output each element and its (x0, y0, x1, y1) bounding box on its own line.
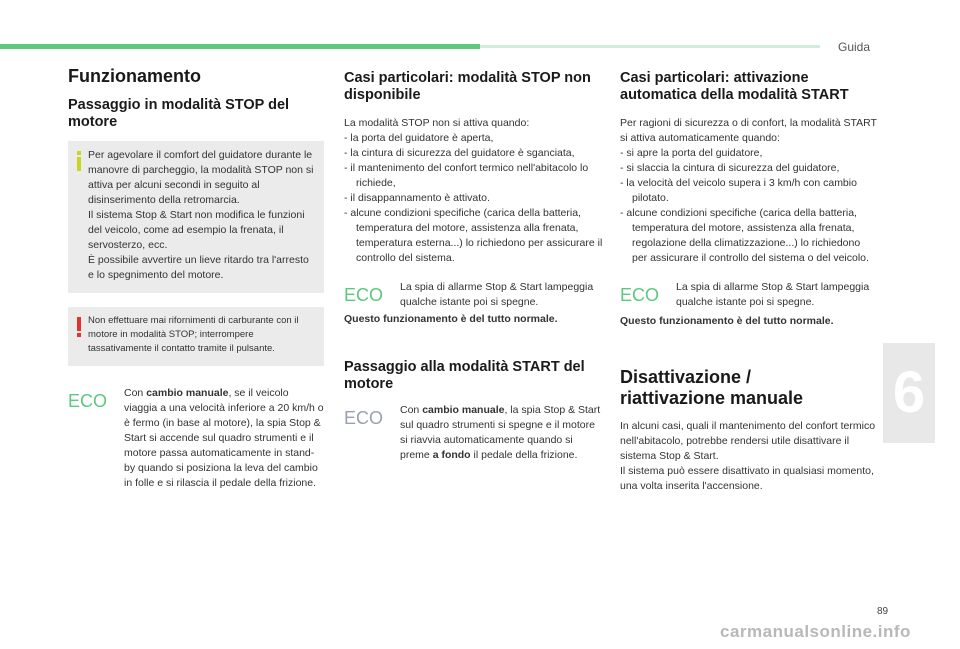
eco-green-icon (344, 286, 392, 309)
eco-text-4: La spia di allarme Stop & Start lampeggia qualche istante poi si spegne. (676, 281, 870, 308)
title-stop-unavailable: Casi particolari: modalità STOP non disponibile (344, 70, 591, 103)
eco-green-icon (620, 286, 668, 309)
section-label: Guida (838, 40, 871, 54)
svg-text:ECO: ECO (68, 392, 108, 410)
list-item: - si apre la porta del guidatore, (620, 147, 763, 159)
list-item: - la porta del guidatore è aperta, (344, 132, 494, 144)
list-item: - il mantenimento del confort termico nell'abitacolo lo richiede, (344, 162, 589, 189)
eco-text-3: Con cambio manuale, la spia Stop & Start sul quadro strumenti si spegne e il motore si riavvia automaticamente quando si preme a fondo il pedale della frizione. (400, 404, 601, 461)
manual-para-1: In alcuni casi, quali il mantenimento del confort termico nell'abitacolo, potrebbe rendersi utile disattivare il sistema Stop & Start. (620, 420, 876, 462)
list-item: - la cintura di sicurezza del guidatore è sganciata, (344, 147, 575, 159)
info-text-1: Per agevolare il comfort del guidatore durante le manovre di parcheggio, la modalità STOP non si attiva per alcuni secondi in seguito al disinserimento della retromarcia. (88, 149, 314, 206)
column-2 (344, 70, 604, 463)
page-title: Funzionamento (68, 66, 201, 86)
watermark: carmanualsonline.info (720, 622, 911, 641)
info-icon (76, 151, 82, 176)
eco-green-icon (68, 392, 116, 415)
header-accent-bar-light (480, 45, 820, 48)
eco-block-2 (344, 280, 604, 310)
normal-note-2: Questo funzionamento è del tutto normale. (620, 315, 834, 327)
eco-text-1: Con cambio manuale, se il veicolo viaggia a una velocità inferiore a 20 km/h o è fermo (in base al motore), la spia Stop & Start si accende sul quadro strumenti e il motore passa automaticamente in stand-by quando si posiziona la leva del cambio in folle e si rilascia il pedale della frizione. (124, 387, 324, 489)
column-3 (620, 70, 878, 494)
eco-block-4 (620, 280, 878, 310)
warning-text: Non effettuare mai rifornimenti di carburante con il motore in modalità STOP; interrompere tassativamente il contatto tramite il pulsante. (88, 315, 299, 354)
info-box (68, 141, 324, 293)
chapter-tab: 6 (883, 343, 935, 443)
header-accent-bar (0, 44, 480, 49)
start-intro: Per ragioni di sicurezza o di confort, la modalità START si attiva automaticamente quando: (620, 117, 877, 144)
warning-box (68, 307, 324, 366)
normal-note-1: Questo funzionamento è del tutto normale. (344, 313, 558, 325)
eco-block-3 (344, 403, 604, 463)
list-item: - la velocità del veicolo supera i 3 km/h con cambio pilotato. (620, 177, 857, 204)
page-number: 89 (877, 606, 889, 617)
subtitle-start: Passaggio alla modalità START del motore (344, 359, 585, 392)
svg-text:ECO: ECO (620, 286, 660, 304)
column-1 (68, 60, 324, 491)
list-item: - il disappannamento è attivato. (344, 192, 490, 204)
subtitle-stop: Passaggio in modalità STOP del motore (68, 97, 290, 130)
list-item: - si slaccia la cintura di sicurezza del guidatore, (620, 162, 840, 174)
svg-text:ECO: ECO (344, 286, 384, 304)
list-item: - alcune condizioni specifiche (carica della batteria, temperatura del motore, assistenza alla frenata, temperatura esterna...) lo richiedono per assicurare il controllo del sistema. (344, 207, 603, 264)
eco-grey-icon (344, 409, 392, 432)
info-text-2: Il sistema Stop & Start non modifica le funzioni del veicolo, come ad esempio la frenata, il servosterzo, ecc. (88, 209, 305, 251)
start-conditions-list (620, 146, 878, 266)
stop-intro: La modalità STOP non si attiva quando: (344, 117, 530, 129)
title-auto-start: Casi particolari: attivazione automatica della modalità START (620, 70, 849, 103)
eco-text-2: La spia di allarme Stop & Start lampeggia qualche istante poi si spegne. (400, 281, 594, 308)
title-manual: Disattivazione / riattivazione manuale (620, 367, 804, 408)
warning-icon (76, 317, 82, 342)
svg-text:ECO: ECO (344, 409, 384, 427)
eco-block-1 (68, 386, 324, 491)
stop-conditions-list (344, 131, 604, 266)
list-item: - alcune condizioni specifiche (carica della batteria, temperatura del motore, assistenza alla frenata, regolazione della climatizzazione...) lo richiedono per assicurare il controllo del sistema o del veicolo. (620, 207, 869, 264)
info-text-3: È possibile avvertire un lieve ritardo tra l'arresto e lo spegnimento del motore. (88, 254, 309, 281)
manual-para-2: Il sistema può essere disattivato in qualsiasi momento, una volta inserita l'accensione. (620, 465, 874, 492)
